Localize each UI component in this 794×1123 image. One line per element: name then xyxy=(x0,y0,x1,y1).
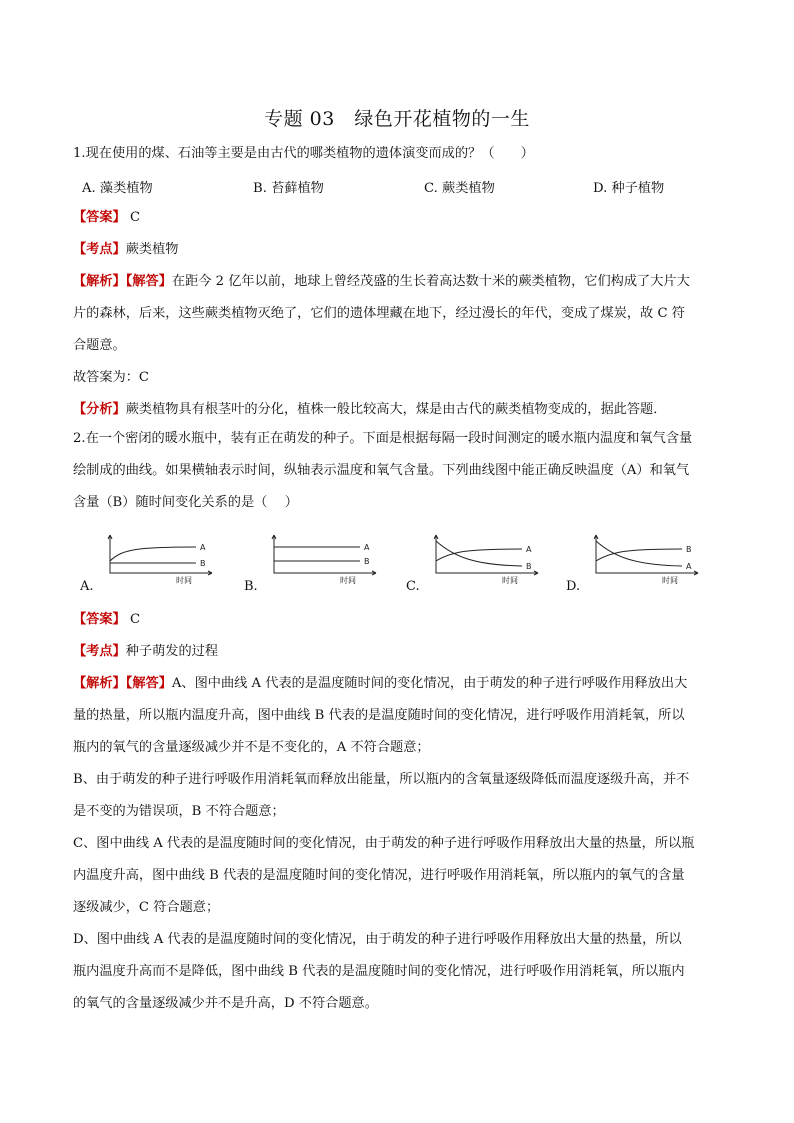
q1-analysis-line-2: 片的森林，后来，这些蕨类植物灭绝了，它们的遗体埋藏在地下，经过漫长的年代，变成了煤炭，故 C 符 xyxy=(73,306,685,321)
q1-stem: 1.现在使用的煤、石油等主要是由古代的哪类植物的遗体演变而成的？（ ） xyxy=(73,146,534,161)
curve-label-bottom: A xyxy=(686,562,692,571)
curve-label-top: A xyxy=(364,543,370,552)
figure-letter: A. xyxy=(80,579,94,594)
answer-tag: 【答案】 xyxy=(73,612,126,627)
x-axis-label: 时间 xyxy=(340,576,356,585)
analysis-tag: 【解析】【解答】 xyxy=(73,274,172,289)
figure-letter: B. xyxy=(244,579,258,594)
q1-fenxi xyxy=(73,401,728,419)
curve-label-bottom: B xyxy=(200,559,206,568)
q2-analysis-line-2: 量的热量，所以瓶内温度升高，图中曲线 B 代表的是温度随时间的变化情况，进行呼吸作用消耗氧，所以 xyxy=(73,708,685,723)
q1-point xyxy=(73,241,728,259)
figure-a-plot xyxy=(94,533,214,589)
q1-option-d: D. 种子植物 xyxy=(593,181,665,196)
analysis-text: 在距今 2 亿年以前，地球上曾经茂盛的生长着高达数十米的蕨类植物，它们构成了大片大 xyxy=(171,274,690,289)
q2-analysis-line-7: 内温度升高，图中曲线 B 代表的是温度随时间的变化情况，进行呼吸作用消耗氧，所以瓶内的氧气的含量 xyxy=(73,868,685,883)
point-tag: 【考点】 xyxy=(73,242,126,257)
q2-stem-line-2: 绘制成的曲线。如果横轴表示时间，纵轴表示温度和氧气含量。下列曲线图中能正确反映温度（A）和氧气 xyxy=(73,463,690,478)
fenxi-tag: 【分析】 xyxy=(73,402,126,417)
q2-analysis-line-9: D、图中曲线 A 代表的是温度随时间的变化情况，由于萌发的种子进行呼吸作用释放出大量的热量，所以 xyxy=(73,932,682,947)
figure-c-plot xyxy=(420,533,540,589)
curve-label-bottom: B xyxy=(364,557,370,566)
curve-label-bottom: B xyxy=(526,562,532,571)
x-axis-label: 时间 xyxy=(176,576,192,585)
answer-value: C xyxy=(125,612,141,627)
q1-option-a: A. 藻类植物 xyxy=(82,181,153,196)
curve-label-top: A xyxy=(526,545,532,554)
q1-analysis-line-3: 合题意。 xyxy=(73,338,126,353)
q2-figure-c xyxy=(406,533,546,595)
figure-letter: D. xyxy=(566,579,581,594)
q2-analysis-line-10: 瓶内温度升高而不是降低，图中曲线 B 代表的是温度随时间的变化情况，进行呼吸作用消耗氧，所以瓶内 xyxy=(73,964,685,979)
point-value: 种子萌发的过程 xyxy=(125,644,219,659)
q2-stem-line-3: 含量（B）随时间变化关系的是（ ） xyxy=(73,495,298,510)
axes xyxy=(110,535,212,573)
curve-a xyxy=(596,541,682,566)
curve-b xyxy=(436,541,522,566)
q1-final-answer: 故答案为：C xyxy=(73,370,150,385)
answer-value: C xyxy=(125,210,141,225)
point-value: 蕨类植物 xyxy=(125,242,179,257)
curve-a xyxy=(110,547,196,561)
q1-option-c: C. 蕨类植物 xyxy=(424,181,495,196)
curve-label-top: B xyxy=(686,545,692,554)
figure-d-plot xyxy=(580,533,700,589)
figure-b-plot xyxy=(258,533,378,589)
fenxi-text: 蕨类植物具有根茎叶的分化，植株一般比较高大，煤是由古代的蕨类植物变成的，据此答题． xyxy=(125,402,667,417)
axes xyxy=(274,535,376,573)
point-tag: 【考点】 xyxy=(73,644,126,659)
q1-analysis-line-1 xyxy=(73,273,728,291)
q2-analysis-line-5: 是不变的为错误项，B 不符合题意； xyxy=(73,804,285,819)
answer-tag: 【答案】 xyxy=(73,210,126,225)
x-axis-label: 时间 xyxy=(502,576,518,585)
q1-answer xyxy=(73,209,728,227)
q2-analysis-line-3: 瓶内的氧气的含量逐级减少并不是不变化的，A 不符合题意； xyxy=(73,740,430,755)
axis-arrows xyxy=(272,535,376,575)
q2-analysis-line-8: 逐级减少，C 符合题意； xyxy=(73,900,220,915)
analysis-text: A、图中曲线 A 代表的是温度随时间的变化情况，由于萌发的种子进行呼吸作用释放出大 xyxy=(171,676,688,691)
analysis-tag: 【解析】【解答】 xyxy=(73,676,172,691)
q1-option-b: B. 苔藓植物 xyxy=(253,181,324,196)
q2-analysis-line-1 xyxy=(73,675,728,693)
q2-answer xyxy=(73,611,728,629)
q2-figure-d xyxy=(566,533,706,595)
q2-figure-a xyxy=(80,533,220,595)
q2-stem-line-1: 2.在一个密闭的暖水瓶中，装有正在萌发的种子。下面是根据每隔一段时间测定的暖水瓶内温度和氧气含量 xyxy=(73,431,693,446)
page-title: 专题 03 绿色开花植物的一生 xyxy=(264,108,530,130)
q2-analysis-line-4: B、由于萌发的种子进行呼吸作用消耗氧而释放出能量，所以瓶内的含氧量逐级降低而温度逐级升高，并不 xyxy=(73,772,690,787)
curve-label-top: A xyxy=(200,543,206,552)
axis-arrows xyxy=(108,535,212,575)
q2-analysis-line-6: C、图中曲线 A 代表的是温度随时间的变化情况，由于萌发的种子进行呼吸作用释放出大量的热量，所以瓶 xyxy=(73,836,695,851)
x-axis-label: 时间 xyxy=(662,576,678,585)
q2-analysis-line-11: 的氧气的含量逐级减少并不是升高，D 不符合题意。 xyxy=(73,996,378,1011)
q2-figure-b xyxy=(244,533,384,595)
figure-letter: C. xyxy=(406,579,420,594)
q2-point xyxy=(73,643,728,661)
